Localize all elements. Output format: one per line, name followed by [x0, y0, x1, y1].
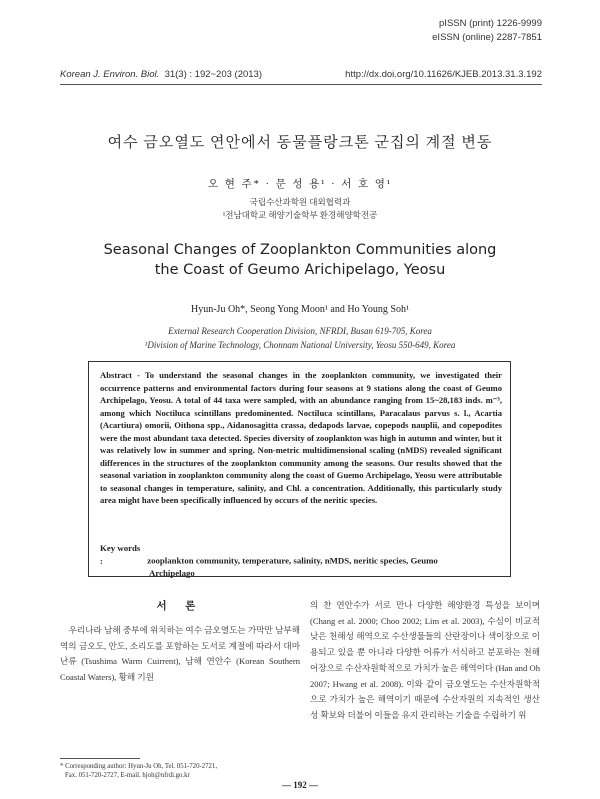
korean-title: 여수 금오열도 연안에서 동물플랑크톤 군집의 계절 변동 [107, 135, 493, 151]
korean-affiliations [0, 196, 600, 222]
english-affiliation-1: External Research Cooperation Division, NFRDI, Busan 619-705, Korea [168, 326, 432, 336]
running-header [60, 69, 542, 83]
english-title-line-1: Seasonal Changes of Zooplankton Communities along [103, 242, 497, 258]
keywords-label: Key words : [100, 543, 141, 566]
english-authors: Hyun-Ju Oh*, Seong Yong Moon¹ and Ho Young Soh¹ [191, 304, 409, 315]
issn-online: eISSN (online) 2287-7851 [432, 32, 542, 43]
english-title [0, 240, 600, 280]
journal-name: Korean J. Environ. Biol. [60, 69, 160, 80]
abstract-text: Abstract - To understand the seasonal changes in the zooplankton community, we investigated their occurrence patterns and environmental factors during four seasons at 9 stations along the coast of Geumo Archipelago, Yeosu. A total of 44 taxa were sampled, with an abundance ranging from 15~28,183 inds. m⁻³, among which Noctiluca scintillans predominented. Noctiluca scintillans, Paracalaus parvus s. l., Acartia (Acartiura) omorii, Oithona spp., Aidanosagitta crassa, dedapods larvae, copepods nauplii, and copepodites were the most abundant taxa detected. Species diversity of zooplankton was high in autumn and winter, but it was relatively low in summer and spring. Non-metric multidimensional scaling (nMDS) revealed significant differences in the structures of the zooplankton community among the seasons. Our results showed that the seasonal variation in zooplankton community along the coast of Guemo Archipelago, Yeosu were attributable to seasonal changes in temperature, salinity, and Chl. a concentration. Additionally, this particularly study area might have been specifically influenced by occurs of the neritic species. [100, 370, 502, 505]
korean-authors: 오 현 주* · 문 성 용¹ · 서 호 영¹ [207, 179, 393, 190]
korean-affiliation-1: 국립수산과학원 대외협력과 [249, 197, 351, 207]
footnote [60, 762, 217, 780]
section-heading-introduction: 서 론 [156, 601, 204, 612]
doi-link[interactable]: http://dx.doi.org/10.11626/KJEB.2013.31.3.192 [345, 69, 542, 80]
footnote-rule [60, 758, 140, 759]
issn-block [432, 17, 542, 45]
body-column-right [310, 598, 540, 724]
body-paragraph-left: 우리나라 남해 중부에 위치하는 여수 금오열도는 가막만 남부해역의 금오도, 안도, 소리도를 포함하는 도서로 계절에 따라서 대마난류 (Tsushima Warm Cuirrent), 남해 연안수 (Korean Southern Coastal Waters), 황해 기원 [60, 625, 300, 683]
page-number: — 192 — [282, 780, 318, 790]
keywords [100, 542, 502, 580]
keywords-line-1: zooplankton community, temperature, salinity, nMDS, neritic species, Geumo [147, 555, 438, 566]
journal-volume: 31(3) : 192~203 (2013) [164, 69, 263, 80]
footnote-line-2: Fax. 051-720-2727, E-mail. hjoh@nfrdi.go.kr [65, 772, 190, 779]
body-column-left [60, 623, 300, 686]
header-rule [60, 84, 542, 85]
footnote-line-1: * Corresponding author: Hyun-Ju Oh, Tel. 051-720-2721, [60, 763, 218, 770]
korean-affiliation-2: ¹전남대학교 해양기술학부 환경해양학전공 [222, 210, 378, 220]
english-title-line-2: the Coast of Geumo Arichipelago, Yeosu [154, 262, 446, 278]
issn-print: pISSN (print) 1226-9999 [439, 18, 542, 29]
body-paragraph-right: 의 찬 연안수가 서로 만나 다양한 해양환경 특성을 보이며 (Chang et al. 2000; Choo 2002; Lim et al. 2003), 수심이 비교적 낮은 천해성 해역으로 수산생물들의 산란장이나 색이장으로 이용되고 있을 뿐 아니라 다양한 어류가 서식하고 분포하는 천해 어장으로 수산자원학적으로 가치가 높은 해역이다 (Han and Oh 2007; Hwang et al. 2008). 이와 같이 금오열도는 수산자원학적으로 가치가 높은 해역이기 때문에 수산자원의 지속적인 생산성 확보와 더불어 이들을 유지 관리하는 기술을 수립하기 위 [310, 600, 540, 720]
keywords-line-2: Archipelago [149, 568, 195, 578]
english-affiliation-2: ¹Division of Marine Technology, Chonnam National University, Yeosu 550-649, Korea [144, 340, 456, 350]
english-affiliations [0, 324, 600, 352]
